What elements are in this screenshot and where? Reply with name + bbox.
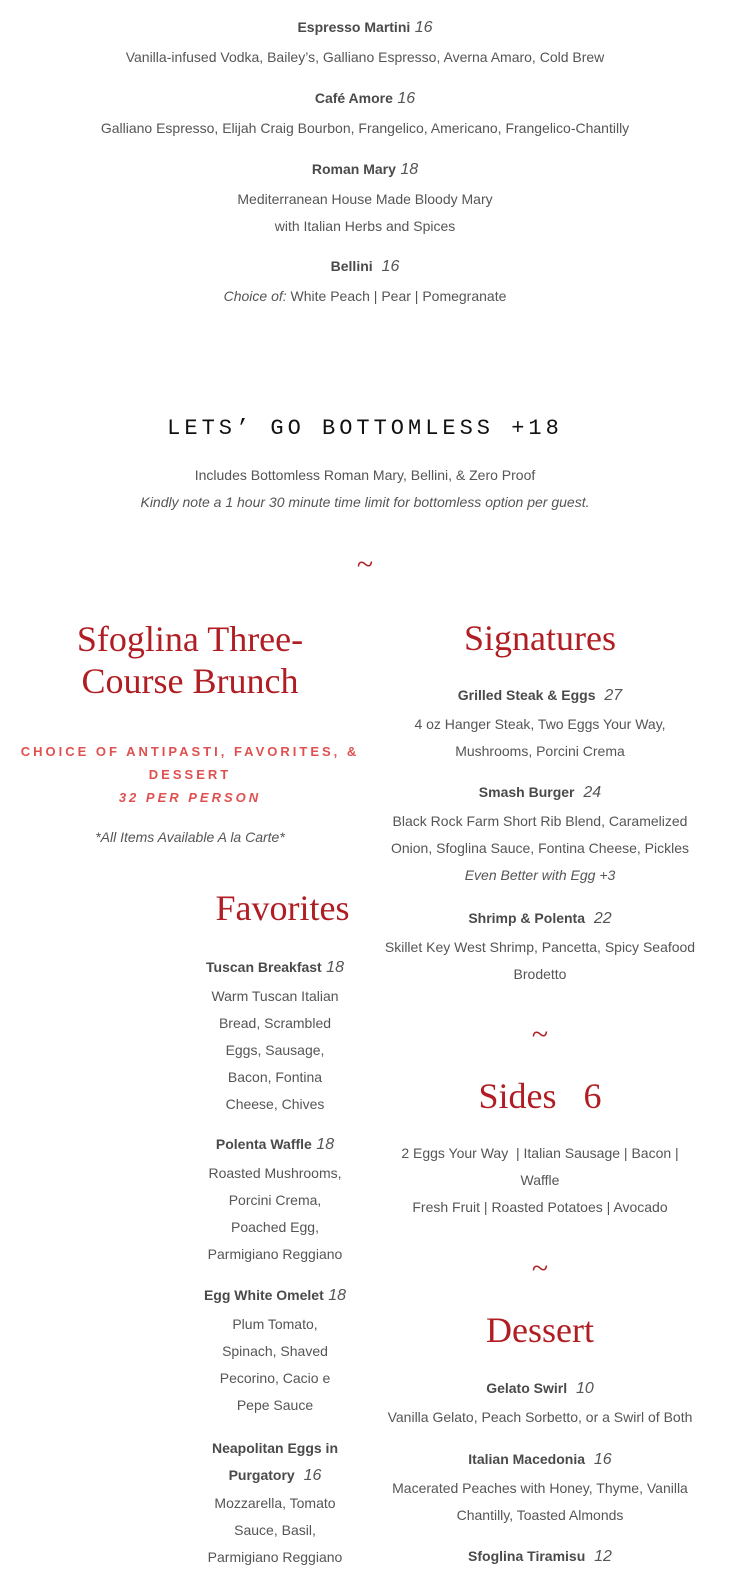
item-name: Bellini [330, 258, 373, 274]
item-description-line: Pecorino, Cacio e [219, 1370, 331, 1386]
brunch-choice-line: DESSERT [148, 767, 232, 782]
dessert-italian-macedonia [375, 1448, 705, 1529]
signature-shrimp-polenta [375, 907, 705, 988]
item-description-line: Warm Tuscan Italian [211, 988, 339, 1004]
item-name: Italian Macedonia [468, 1451, 585, 1467]
item-name: Egg White Omelet [203, 1287, 324, 1303]
item-name: Shrimp & Polenta [468, 910, 585, 926]
item-price: 10 [576, 1380, 594, 1397]
item-description-line: with Italian Herbs and Spices [274, 218, 456, 234]
sides-line: Fresh Fruit | Roasted Potatoes | Avocado [412, 1199, 668, 1215]
item-description-line: Black Rock Farm Short Rib Blend, Caramelized [392, 813, 688, 829]
item-name: Sfoglina Tiramisu [468, 1548, 586, 1564]
item-name: Polenta Waffle [215, 1136, 312, 1152]
cocktail-cafe-amore [0, 87, 730, 142]
favorite-polenta-waffle [190, 1133, 360, 1268]
item-description-line: Macerated Peaches with Honey, Thyme, Vanilla [392, 1480, 688, 1496]
item-price: 22 [593, 910, 612, 927]
item-name-line: Neapolitan Eggs in [211, 1440, 338, 1456]
item-description-line: Cheese, Chives [225, 1096, 325, 1112]
item-description-line: Bread, Scrambled [218, 1015, 332, 1031]
divider-tilde: ~ [531, 1252, 549, 1285]
dessert-tiramisu [375, 1545, 705, 1567]
signature-smash-burger [375, 781, 705, 889]
item-description: Galliano Espresso, Elijah Craig Bourbon, Frangelico, Americano, Frangelico-Chantilly [100, 120, 630, 136]
item-price: 16 [303, 1467, 322, 1484]
item-description-line: Chantilly, Toasted Almonds [456, 1507, 624, 1523]
item-price: 24 [583, 784, 602, 801]
signature-grilled-steak [375, 684, 705, 765]
favorites-title: Favorites [215, 888, 350, 928]
cocktail-roman-mary [0, 158, 730, 240]
item-price: 16 [381, 258, 400, 275]
item-addon: Even Better with Egg +3 [464, 867, 616, 883]
cocktail-bellini [0, 255, 730, 310]
item-description-line: Bacon, Fontina [227, 1069, 323, 1085]
item-name: Gelato Swirl [486, 1380, 568, 1396]
item-description-line: Pepe Sauce [236, 1397, 314, 1413]
brunch-price: 32 PER PERSON [118, 790, 262, 805]
item-description-line: Parmigiano Reggiano [207, 1549, 343, 1565]
item-name: Espresso Martini [297, 19, 411, 35]
item-description-line: Onion, Sfoglina Sauce, Fontina Cheese, Pickles [390, 840, 690, 856]
item-price: 18 [326, 959, 344, 976]
brunch-note: *All Items Available A la Carte* [95, 829, 285, 845]
divider-tilde: ~ [356, 548, 374, 581]
favorite-egg-white-omelet [190, 1284, 360, 1419]
item-price: 12 [594, 1548, 612, 1565]
brunch-choice-line: CHOICE OF ANTIPASTI, FAVORITES, & [20, 744, 360, 759]
item-name: Roman Mary [311, 161, 396, 177]
dessert-gelato-swirl [375, 1377, 705, 1431]
item-name-line: Purgatory [228, 1467, 295, 1483]
item-description-line: Eggs, Sausage, [225, 1042, 325, 1058]
item-price: 16 [593, 1451, 612, 1468]
item-description-line: Sauce, Basil, [234, 1522, 316, 1538]
choice-label: Choice of: [223, 288, 287, 304]
sides-title-text: Sides [478, 1076, 557, 1116]
item-price: 16 [397, 90, 416, 107]
item-description-line: Plum Tomato, [232, 1316, 318, 1332]
item-description-line: Mediterranean House Made Bloody Mary [237, 191, 493, 207]
item-description-line: Poached Egg, [231, 1219, 319, 1235]
signatures-title: Signatures [464, 618, 616, 658]
item-description-line: Porcini Crema, [228, 1192, 322, 1208]
item-description-line: Vanilla Gelato, Peach Sorbetto, or a Swirl of Both [387, 1409, 693, 1425]
item-price: 27 [604, 687, 623, 704]
item-price: 16 [414, 19, 433, 36]
sides-list [375, 1140, 705, 1221]
item-description-line: Mozzarella, Tomato [214, 1495, 336, 1511]
favorite-neapolitan-eggs [190, 1435, 360, 1571]
item-description-line: Parmigiano Reggiano [207, 1246, 343, 1262]
bottomless-note: Kindly note a 1 hour 30 minute time limit for bottomless option per guest. [140, 494, 590, 510]
item-price: 18 [400, 161, 419, 178]
brunch-title-line: Sfoglina Three- [76, 619, 304, 659]
favorite-tuscan-breakfast [190, 956, 360, 1118]
cocktail-espresso-martini [0, 16, 730, 71]
item-name: Grilled Steak & Eggs [457, 687, 596, 703]
item-description-line: Roasted Mushrooms, [208, 1165, 342, 1181]
brunch-title [10, 618, 370, 702]
item-name: Tuscan Breakfast [206, 959, 322, 975]
item-description-line: Mushrooms, Porcini Crema [455, 743, 625, 759]
bottomless-title: LETS’ GO BOTTOMLESS +18 [167, 416, 563, 441]
item-description-line: 4 oz Hanger Steak, Two Eggs Your Way, [414, 716, 666, 732]
divider-tilde: ~ [531, 1018, 549, 1051]
dessert-title: Dessert [486, 1310, 594, 1350]
sides-price: 6 [583, 1076, 602, 1116]
item-description-line: Brodetto [513, 966, 567, 982]
sides-line: Waffle [520, 1172, 560, 1188]
item-price: 18 [328, 1287, 347, 1304]
item-description-line: Skillet Key West Shrimp, Pancetta, Spicy Seafood [384, 939, 696, 955]
sides-line: 2 Eggs Your Way | Italian Sausage | Bacon | [401, 1145, 679, 1161]
item-description: Vanilla-infused Vodka, Bailey’s, Galliano Espresso, Averna Amaro, Cold Brew [125, 49, 605, 65]
sides-title [375, 1074, 705, 1118]
item-name: Café Amore [314, 90, 393, 106]
item-name: Smash Burger [478, 784, 575, 800]
item-price: 18 [316, 1136, 335, 1153]
brunch-title-line: Course Brunch [81, 661, 299, 701]
item-description-line: Spinach, Shaved [222, 1343, 328, 1359]
choice-values: White Peach | Pear | Pomegranate [290, 288, 507, 304]
brunch-choice [10, 740, 370, 809]
bottomless-info: Includes Bottomless Roman Mary, Bellini, & Zero Proof [194, 467, 536, 483]
